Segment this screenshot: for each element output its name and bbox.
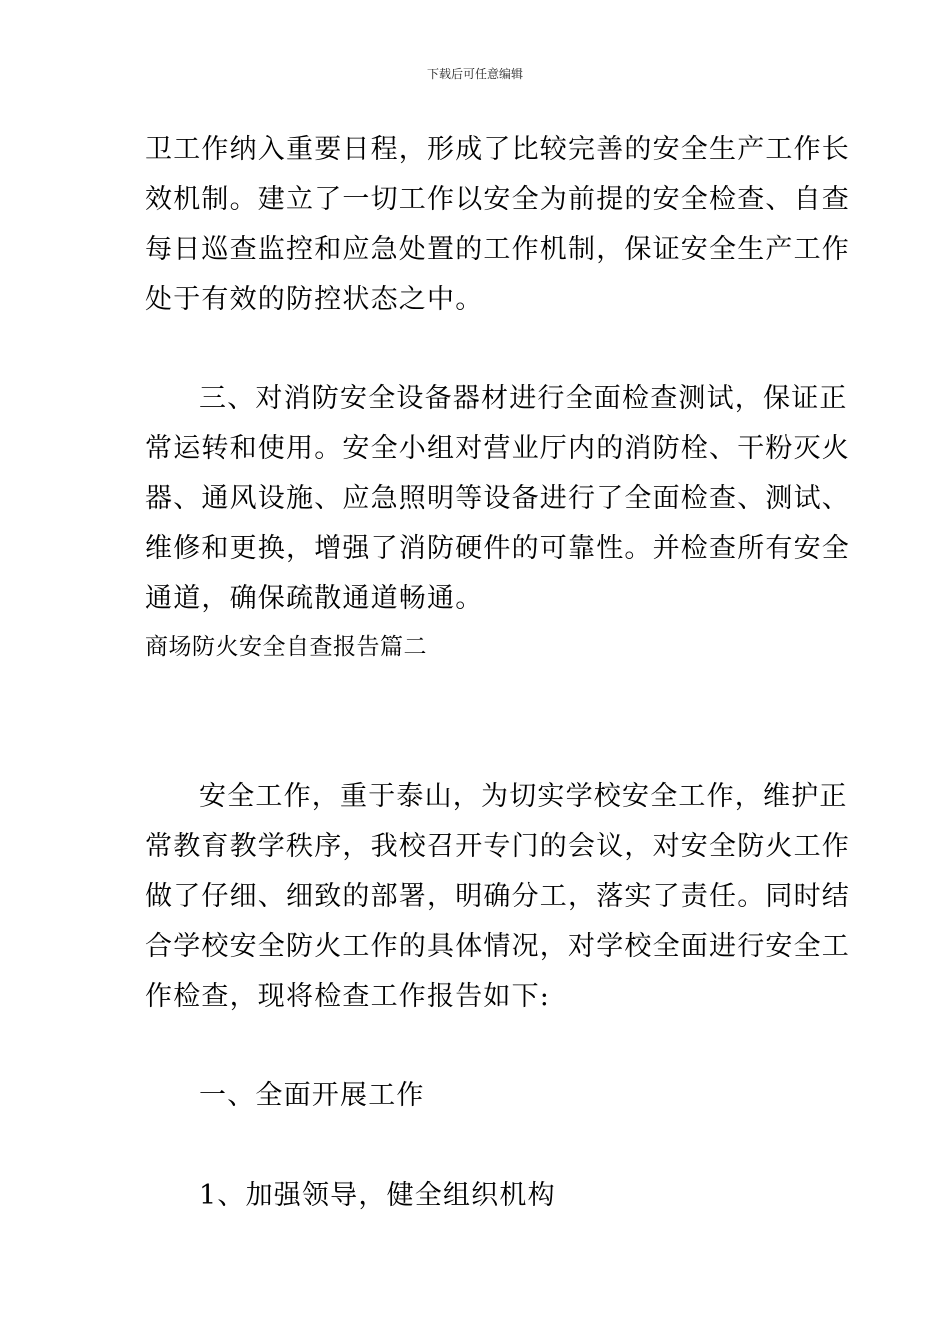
- paragraph-line: 做了仔细、细致的部署，明确分工，落实了责任。同时结: [145, 881, 850, 912]
- section-heading: 商场防火安全自查报告篇二: [145, 634, 427, 660]
- paragraph-line: 安全工作，重于泰山，为切实学校安全工作，维护正: [199, 781, 848, 812]
- paragraph-line: 每日巡查监控和应急处置的工作机制，保证安全生产工作: [145, 234, 850, 265]
- page-header-note: 下载后可任意编辑: [426, 67, 523, 81]
- paragraph-line: 常教育教学秩序，我校召开专门的会议，对安全防火工作: [145, 831, 850, 862]
- paragraph-line: 卫工作纳入重要日程，形成了比较完善的安全生产工作长: [145, 134, 850, 165]
- paragraph-line: 三、对消防安全设备器材进行全面检查测试，保证正: [199, 383, 848, 414]
- paragraph-line: 处于有效的防控状态之中。: [145, 284, 484, 315]
- section-title: 一、全面开展工作: [199, 1080, 425, 1111]
- paragraph-line: 作检查，现将检查工作报告如下:: [145, 981, 551, 1012]
- paragraph-line: 器、通风设施、应急照明等设备进行了全面检查、测试、: [145, 483, 850, 514]
- list-item: 1、加强领导，健全组织机构: [199, 1180, 556, 1211]
- paragraph-line: 合学校安全防火工作的具体情况，对学校全面进行安全工: [145, 931, 850, 962]
- paragraph-line: 常运转和使用。安全小组对营业厅内的消防栓、干粉灭火: [145, 433, 850, 464]
- paragraph-line: 通道，确保疏散通道畅通。: [145, 583, 484, 614]
- paragraph-line: 维修和更换，增强了消防硬件的可靠性。并检查所有安全: [145, 533, 850, 564]
- paragraph-line: 效机制。建立了一切工作以安全为前提的安全检查、自查: [145, 184, 850, 215]
